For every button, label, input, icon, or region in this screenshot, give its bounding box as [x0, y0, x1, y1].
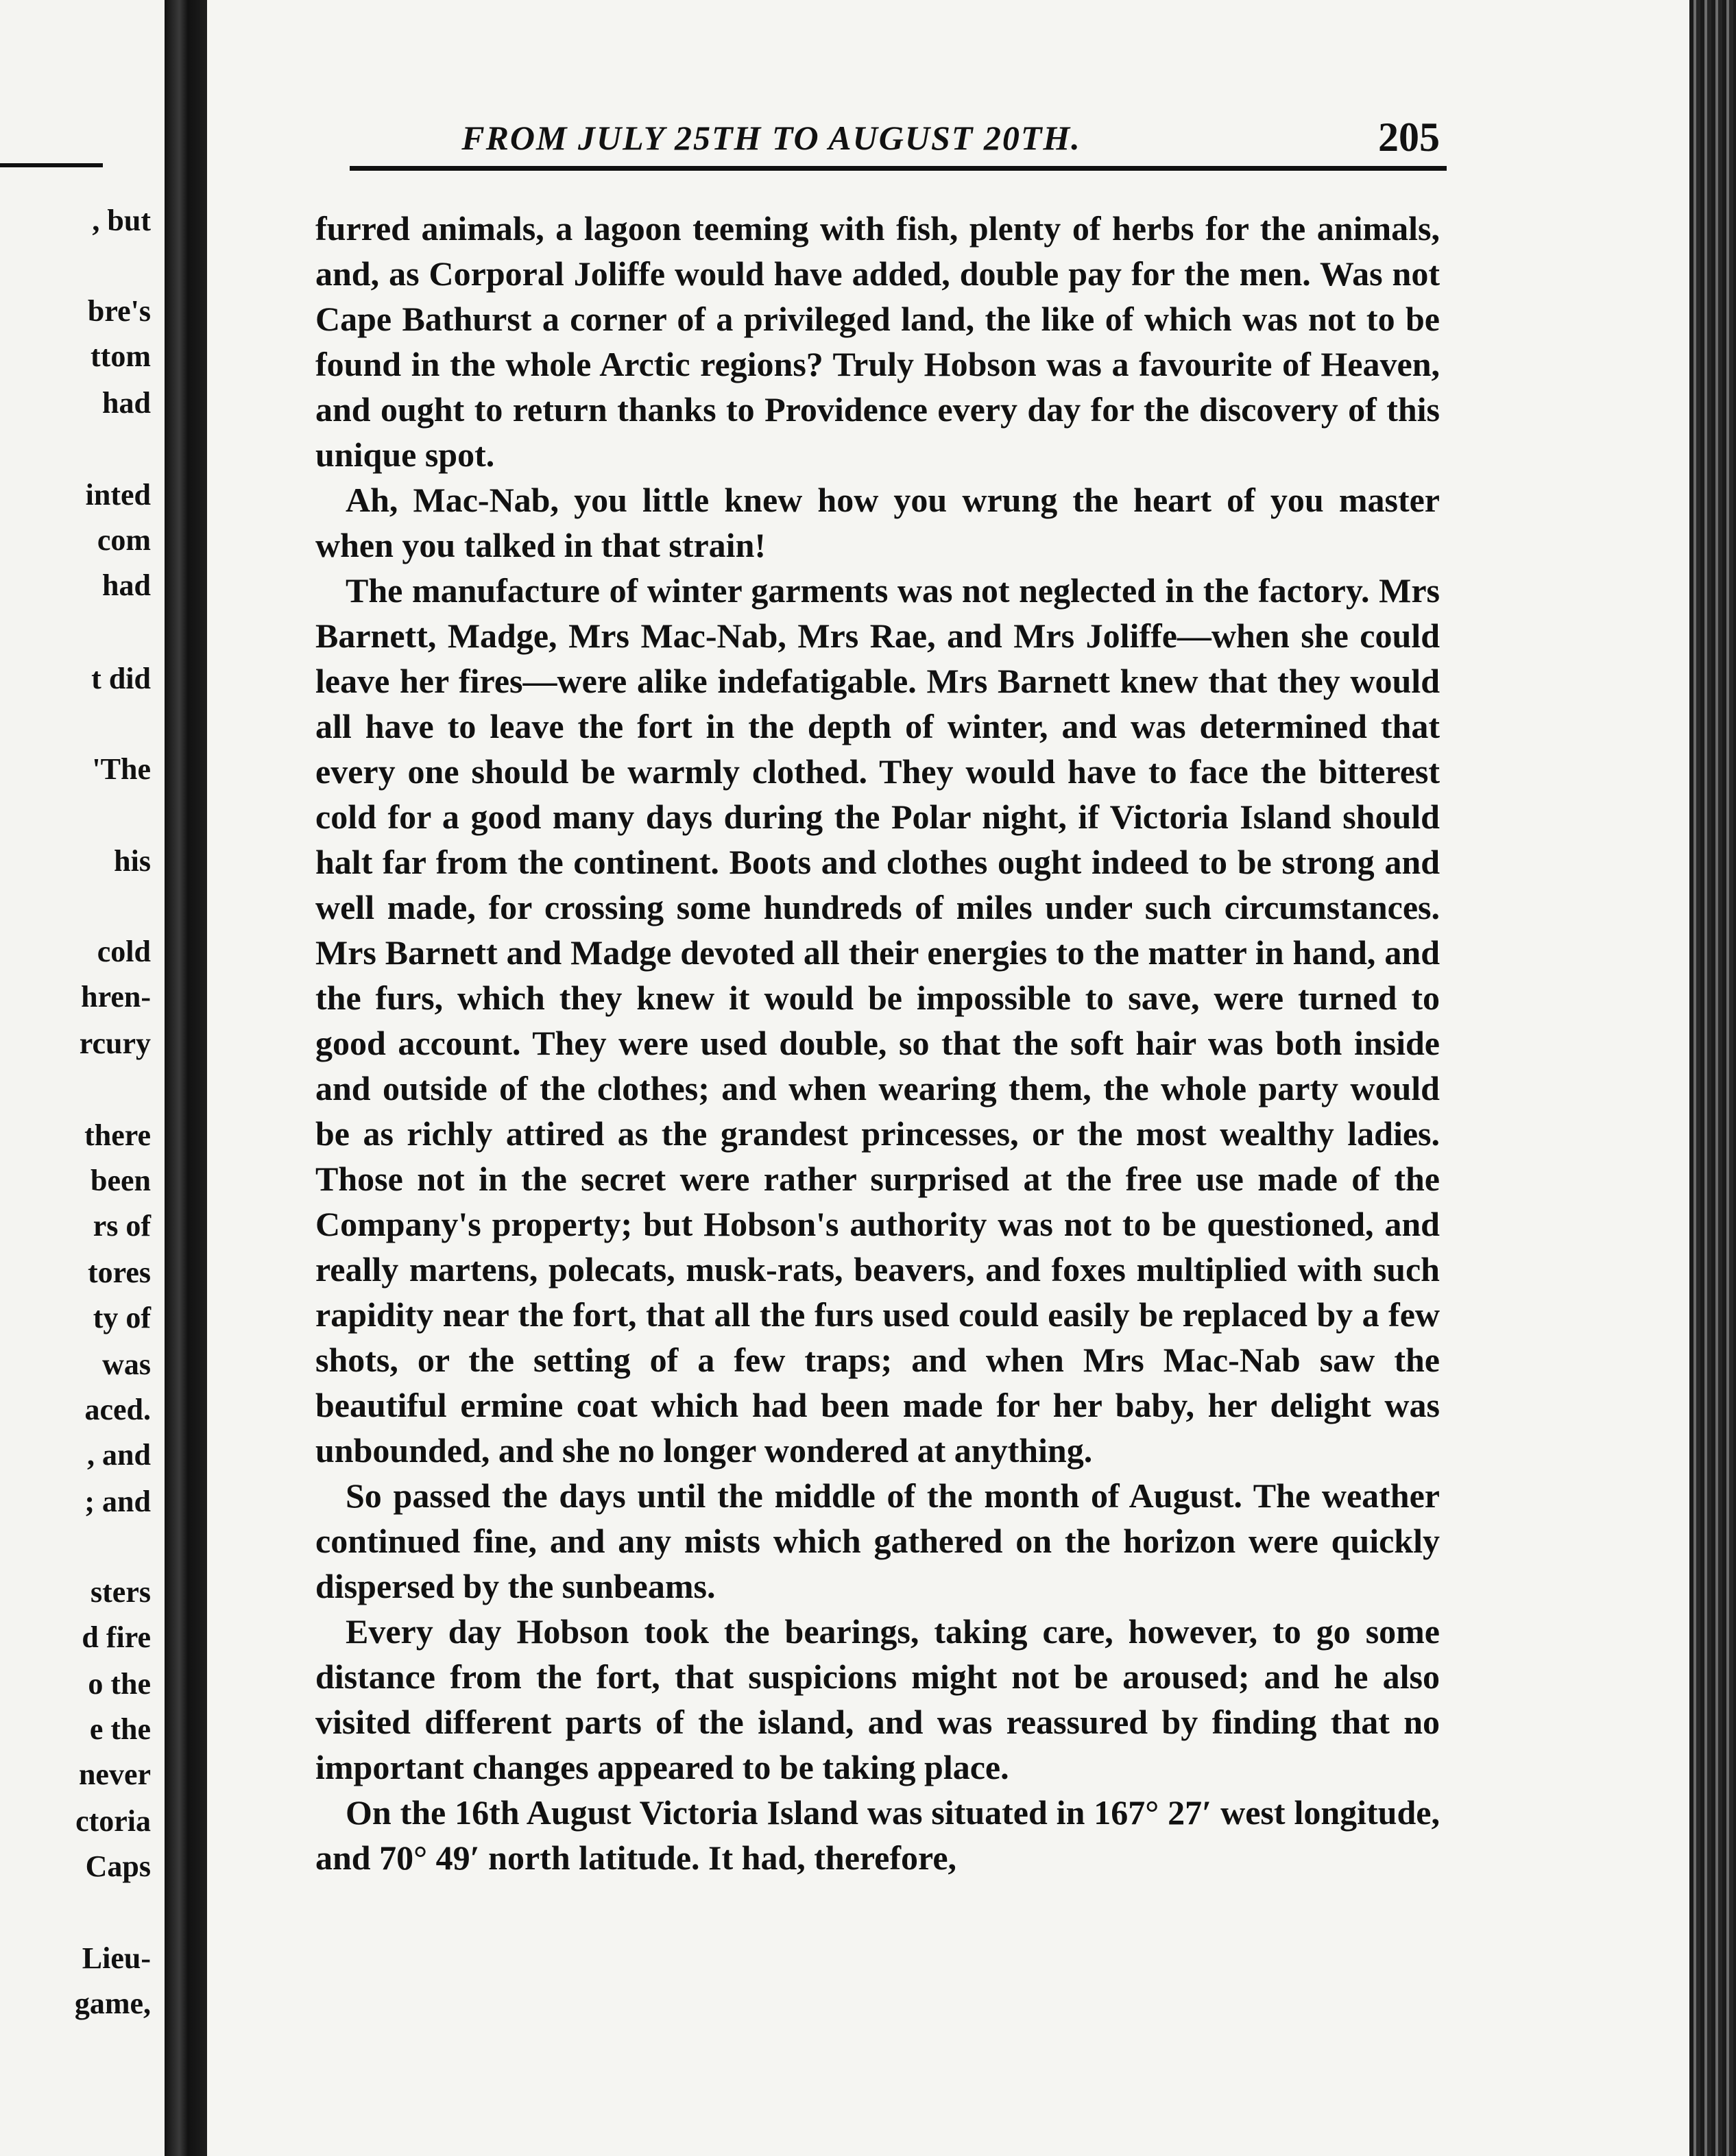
- previous-page-line-fragment: cold: [97, 935, 151, 968]
- previous-page-line-fragment: inted: [85, 478, 151, 512]
- paragraph: So passed the days until the middle of the month of August. The weather continued fine, and any mists which gathered on the horizon were quickly dispersed by the sunbeams.: [315, 1476, 1440, 1605]
- paragraph: On the 16th August Victoria Island was situated in 167° 27′ west longitude, and 70° 49′ north latitude. It had, therefore,: [315, 1793, 1440, 1877]
- previous-page-fragment: [0, 0, 165, 2156]
- body-text: [315, 206, 1440, 1880]
- previous-page-line-fragment: his: [114, 844, 151, 878]
- previous-page-line-fragment: bre's: [87, 294, 151, 328]
- previous-page-line-fragment: , but: [92, 204, 151, 237]
- previous-page-line-fragment: rs of: [93, 1209, 151, 1243]
- previous-page-line-fragment: Caps: [85, 1849, 151, 1883]
- running-head: FROM JULY 25TH TO AUGUST 20TH.: [461, 119, 1081, 157]
- previous-page-line-fragment: sters: [91, 1575, 151, 1609]
- previous-page-line-fragment: 'The: [92, 752, 151, 786]
- previous-page-line-fragment: e the: [89, 1712, 151, 1746]
- previous-page-line-fragment: had: [102, 386, 151, 420]
- previous-page-line-fragment: ctoria: [75, 1804, 151, 1838]
- previous-page-line-fragment: com: [97, 523, 151, 557]
- previous-page-line-fragment: o the: [88, 1667, 151, 1701]
- page-number: 205: [1378, 115, 1440, 160]
- previous-page-line-fragment: ttom: [91, 339, 151, 373]
- previous-page-line-fragment: been: [91, 1164, 151, 1197]
- previous-page-line-fragment: , and: [87, 1438, 151, 1472]
- previous-page-line-fragment: was: [102, 1348, 151, 1381]
- previous-page-line-fragment: never: [78, 1758, 151, 1791]
- previous-page-line-fragment: ty of: [93, 1301, 151, 1334]
- paragraph: The manufacture of winter garments was not neglected in the factory. Mrs Barnett, Madge, Mrs Mac-Nab, Mrs Rae, and Mrs Joliffe—when she could leave her fires—were alike indefatigable. Mrs Barnett knew that they would all have to leave the fort in the depth of winter, and was determined that every one should be warmly clothed. They would have to face the bitterest cold for a good many days during the Polar night, if Victoria Island should halt far from the continent. Boots and clothes ought indeed to be strong and well made, for crossing some hundreds of miles under such circumstances. Mrs Barnett and Madge devoted all their energies to the matter in hand, and the furs, which they knew it would be impossible to save, were turned to good account. They were used double, so that the soft hair was both inside and outside of the clothes; and when wearing them, the whole party would be as richly attired as the grandest princesses, or the most wealthy ladies. Those not in the secret were rather surprised at the free use made of the Company's property; but Hobson's authority was not to be questioned, and really martens, polecats, musk-rats, beavers, and foxes multiplied with such rapidity near the fort, that all the furs used could easily be replaced by a few shots, or the setting of a few traps; and when Mrs Mac-Nab saw the beautiful ermine coat which had been made for her baby, her delight was unbounded, and she no longer wondered at anything.: [315, 571, 1440, 1470]
- previous-page-line-fragment: t did: [91, 662, 151, 695]
- previous-page-line-fragment: game,: [74, 1987, 151, 2020]
- previous-page-line-fragment: there: [84, 1118, 151, 1152]
- previous-page-line-fragment: rcury: [79, 1027, 151, 1060]
- previous-page-line-fragment: Lieu-: [82, 1941, 151, 1975]
- previous-page-line-fragment: had: [102, 568, 151, 602]
- header-rule: [350, 166, 1447, 171]
- page-edges: [1689, 0, 1736, 2156]
- previous-page-line-fragment: aced.: [84, 1393, 151, 1426]
- previous-page-rule: [0, 163, 103, 167]
- previous-page-line-fragment: ; and: [84, 1485, 151, 1518]
- paragraph-continued: furred animals, a lagoon teeming with fish, plenty of herbs for the animals, and, as Corporal Joliffe would have added, double pay for the men. Was not Cape Bathurst a corner of a privileged land, the like of which was not to be found in the whole Arctic regions? Truly Hobson was a favourite of Heaven, and ought to return thanks to Providence every day for the discovery of this unique spot.: [315, 209, 1440, 474]
- book-gutter: [165, 0, 207, 2156]
- previous-page-line-fragment: tores: [87, 1256, 151, 1289]
- previous-page-line-fragment: d fire: [82, 1620, 151, 1654]
- paragraph: Ah, Mac-Nab, you little knew how you wrung the heart of you master when you talked in that strain!: [315, 481, 1440, 564]
- previous-page-line-fragment: hren-: [81, 980, 151, 1014]
- paragraph: Every day Hobson took the bearings, taking care, however, to go some distance from the fort, that suspicions might not be aroused; and he also visited different parts of the island, and was reassured by finding that no important changes appeared to be taking place.: [315, 1612, 1440, 1786]
